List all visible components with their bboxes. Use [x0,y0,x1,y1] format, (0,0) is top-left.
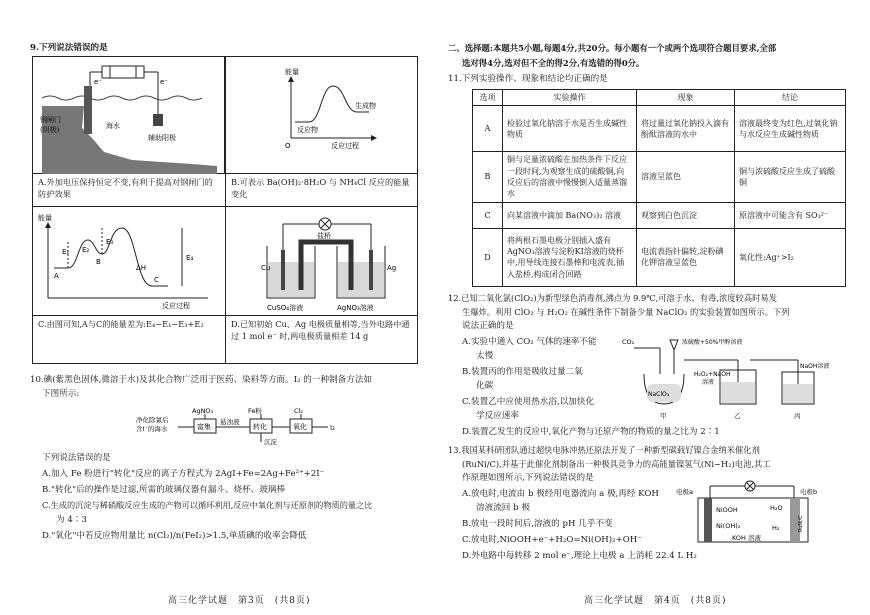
ni-h2-battery-diagram [676,478,826,552]
iodine-flowchart [128,400,358,450]
q11-cell: B [473,152,503,202]
q12-option-a-cont: 太慢 [476,351,494,361]
svg-text:H₂: H₂ [772,524,780,532]
svg-text:E₄: E₄ [186,254,194,262]
svg-text:丙: 丙 [794,412,801,420]
q13-option-d: D.外电路中每转移 2 mol e⁻,理论上电极 a 上消耗 22.4 L H₂ [462,551,697,561]
q9-fig-a-cell [32,56,225,174]
svg-text:转化: 转化 [253,423,267,431]
svg-text:反应过程: 反应过程 [162,302,190,310]
svg-text:沉淀: 沉淀 [264,438,277,446]
svg-text:净化除氯后: 净化除氯后 [136,416,169,424]
q10-option-a: A.加入 Fe 粉进行"转化"反应的离子方程式为 2AgI+Fe=2Ag+Fe²⁺+2I⁻ [42,469,325,479]
svg-text:乙: 乙 [734,412,741,420]
q11-header-cell: 实验操作 [503,90,637,106]
svg-text:Cl₂: Cl₂ [294,407,303,415]
q11-header-row [473,90,846,106]
q11-cell: 溶液最终变为红色,过氧化钠与水反应生成碱性物质 [735,106,846,152]
galvanic-cell-diagram [225,206,418,316]
table-row [473,106,846,152]
svg-text:氧化: 氧化 [293,423,307,431]
svg-text:C: C [154,276,159,284]
svg-text:e⁻: e⁻ [160,78,169,86]
q11-cell: C [473,202,503,228]
svg-text:CuSO₄溶液: CuSO₄溶液 [267,304,304,312]
q9-option-c: C.由图可知,A与C的能量差为:E₄−E₁−E₃+E₂ [38,319,204,329]
svg-text:NiOOH: NiOOH [716,506,738,514]
clo2-apparatus-diagram [620,334,850,424]
svg-text:能量: 能量 [38,214,52,222]
svg-text:电极a: 电极a [676,488,693,496]
table-row [473,152,846,202]
svg-text:悬浊液: 悬浊液 [220,418,240,426]
q9-option-d: D.已知初始 Cu、Ag 电极质量相等,当外电路中通过 1 mol e⁻ 时,两电极质量相差 14 g [231,319,410,341]
q13-option-a-cont: 溶液流回 b 极 [476,503,530,513]
svg-text:E₃: E₃ [106,238,114,246]
q9-option-a: A.外加电压保持恒定不变,有利于提高对钢闸门的防护效果 [38,177,213,199]
svg-text:e⁻: e⁻ [94,78,103,86]
table-row [473,202,846,228]
svg-text:NaOH溶液: NaOH溶液 [800,363,830,370]
page-footer-left: 高三化学试题 第3页 (共8页) [168,596,311,606]
page-footer-right: 高三化学试题 第4页 (共8页) [584,596,727,606]
q12-option-c: C.装置乙中应使用热水浴,以加快化 [462,397,595,407]
svg-text:KOH 溶液: KOH 溶液 [732,534,761,542]
q13-stem-line1: 13.我国某科研团队通过超快电脉冲热还原法开发了一种新型碳载钌镍合金纳米催化剂 [448,445,760,455]
energy-profile-b [225,56,418,174]
q9-fig-c-cell [32,206,225,316]
q12-stem-line1: 12.已知二氧化氯(ClO₂)为新型绿色消毒剂,沸点为 9.9℃,可溶于水、有毒,浓度较高时易发 [448,293,778,303]
q11-cell: 观察到白色沉淀 [637,202,735,228]
q12-option-d: D.装置乙发生的反应中,氧化产物与还原产物的物质的量之比为 2∶1 [462,427,720,437]
q11-cell: 原溶液中可能含有 SO₃²⁻ [735,202,846,228]
svg-text:E₁: E₁ [62,248,70,256]
q11-cell: 向某溶液中滴加 Ba(NO₃)₂ 溶液 [503,202,637,228]
svg-text:A: A [54,272,59,280]
svg-text:E₂: E₂ [82,246,90,254]
section-heading: 二、选择题:本题共5小题,每题4分,共20分。每小题有一个或两个选项符合题目要求,全部 [448,43,777,53]
q11-cell: 检验过氧化钠溶于水是否生成碱性物质 [503,106,637,152]
q11-header-cell: 现象 [637,90,735,106]
energy-profile-c [32,206,225,316]
q10-option-c-cont: 为 4∶3 [56,515,87,525]
q11-cell: D [473,228,503,286]
q11-cell: 铜与足量浓硫酸在加热条件下反应一段时间,为观察生成的硫酸铜,向反应后的溶液中慢慢倒入适量蒸馏水 [503,152,637,202]
q12-option-b-cont: 化碳 [476,381,494,391]
q11-table [472,89,846,287]
q11-header-cell: 选项 [473,90,503,106]
q11-header-cell: 结论 [735,90,846,106]
svg-text:浓硫酸+50%甲醇溶液: 浓硫酸+50%甲醇溶液 [682,339,743,346]
svg-text:AgNO₃: AgNO₃ [192,407,214,415]
svg-text:反应过程: 反应过程 [331,142,359,150]
svg-text:RuNi/C: RuNi/C [798,515,804,532]
q13-stem-line3: 作原理如图所示,下列说法错误的是 [462,473,594,483]
svg-text:含I⁻的海水: 含I⁻的海水 [136,425,168,433]
q11-cell: 铜与浓硫酸反应生成了硫酸铜 [735,152,846,202]
q10-ask: 下列说法错误的是 [42,453,111,463]
svg-text:Fe粉: Fe粉 [248,407,262,415]
section-heading-cont: 选对得4分,选对但不全的得2分,有选错的得0分。 [462,58,645,68]
q9-fig-b-cell [225,56,418,174]
svg-text:CO₂: CO₂ [622,338,635,346]
svg-text:溶液: 溶液 [702,379,715,386]
svg-text:盐桥: 盐桥 [317,232,331,240]
svg-text:辅助阳极: 辅助阳极 [148,134,176,142]
svg-text:H₂O: H₂O [770,504,783,512]
svg-text:钢闸门: 钢闸门 [40,116,61,124]
q10-stem-line2: 下图所示: [42,389,80,399]
q10-stem-line1: 10.碘(紫黑色固体,微溶于水)及其化合物广泛用于医药、染料等方面。I₂ 的一种制备方法如 [30,375,373,385]
q10-option-d: D."氧化"中若反应物用量比 n(Cl₂)/n(FeI₂)>1.5,单质碘的收率会降低 [42,531,307,541]
q12-option-c-cont: 学反应速率 [476,411,519,421]
svg-text:O: O [285,142,291,150]
q12-option-a: A.实验中通入 CO₂ 气体的速率不能 [462,337,597,347]
svg-text:ΔH: ΔH [136,264,147,272]
svg-text:能量: 能量 [285,68,299,76]
q11-cell: A [473,106,503,152]
cathodic-protection-diagram [32,56,225,174]
svg-text:(阴极): (阴极) [40,126,60,134]
svg-text:NaClO₃: NaClO₃ [648,391,670,398]
table-row [473,228,846,286]
svg-text:Ni(OH)₂: Ni(OH)₂ [716,522,741,530]
svg-text:甲: 甲 [660,412,667,420]
svg-text:Ag: Ag [387,264,397,272]
svg-text:Cu: Cu [261,264,271,272]
q11-cell: 电流表指针偏转,淀粉碘化钾溶液呈蓝色 [637,228,735,286]
svg-text:富集: 富集 [197,423,211,431]
q12-stem-line2: 生爆炸。利用 ClO₂ 与 H₂O₂ 在碱性条件下制备少量 NaClO₂ 的实验装置如图所示。下列 [462,307,790,317]
q10-option-b: B."转化"后的操作是过滤,所需的玻璃仪器有漏斗、烧杯、玻璃棒 [42,485,286,495]
q9-stem: 9.下列说法错误的是 [30,43,108,53]
q11-cell: 将两根石墨电极分别插入盛有AgNO₃溶液与淀粉KI溶液的烧杯中,用导线连接石墨棒和电流表,插入盐桥,构成闭合回路 [503,228,637,286]
q11-stem: 11.下列实验操作、现象和结论均正确的是 [448,74,608,84]
q11-cell: 氧化性:Ag⁺>I₂ [735,228,846,286]
svg-text:B: B [96,258,101,266]
svg-text:AgNO₃溶液: AgNO₃溶液 [337,304,374,312]
q13-option-b: B.放电一段时间后,溶液的 pH 几乎不变 [462,519,613,529]
q12-stem-line3: 说法正确的是 [462,321,514,331]
q11-cell: 将过量过氧化钠投入滴有酚酞溶液的水中 [637,106,735,152]
q10-option-c: C.生成的沉淀与稀硝酸反应生成的产物可以循环利用,反应中氧化剂与还原剂的物质的量之比 [42,500,373,510]
q9-option-b: B.可表示 Ba(OH)₂·8H₂O 与 NH₄Cl 反应的能量变化 [231,177,410,199]
svg-text:H₂O₂+NaOH: H₂O₂+NaOH [694,371,731,378]
q13-option-c: C.放电时,NiOOH+e⁻+H₂O=Ni(OH)₂+OH⁻ [462,535,642,545]
svg-text:电极b: 电极b [800,488,818,496]
q13-option-a: A.放电时,电流由 b 极经用电器流向 a 极,再经 KOH [462,489,659,499]
svg-text:I₂: I₂ [330,424,335,432]
svg-text:反应物: 反应物 [297,126,318,134]
q12-option-b: B.装置丙的作用是吸收过量二氧 [462,367,583,377]
svg-text:生成物: 生成物 [355,102,376,110]
q9-fig-d-cell [225,206,418,316]
q11-cell: 溶液呈蓝色 [637,152,735,202]
svg-text:海水: 海水 [106,122,120,130]
q13-stem-line2: (RuNi/C),并基于此催化剂制备出一种极具竞争力的高能量镍氢气(Ni−H₂)电池,其工 [462,459,771,469]
